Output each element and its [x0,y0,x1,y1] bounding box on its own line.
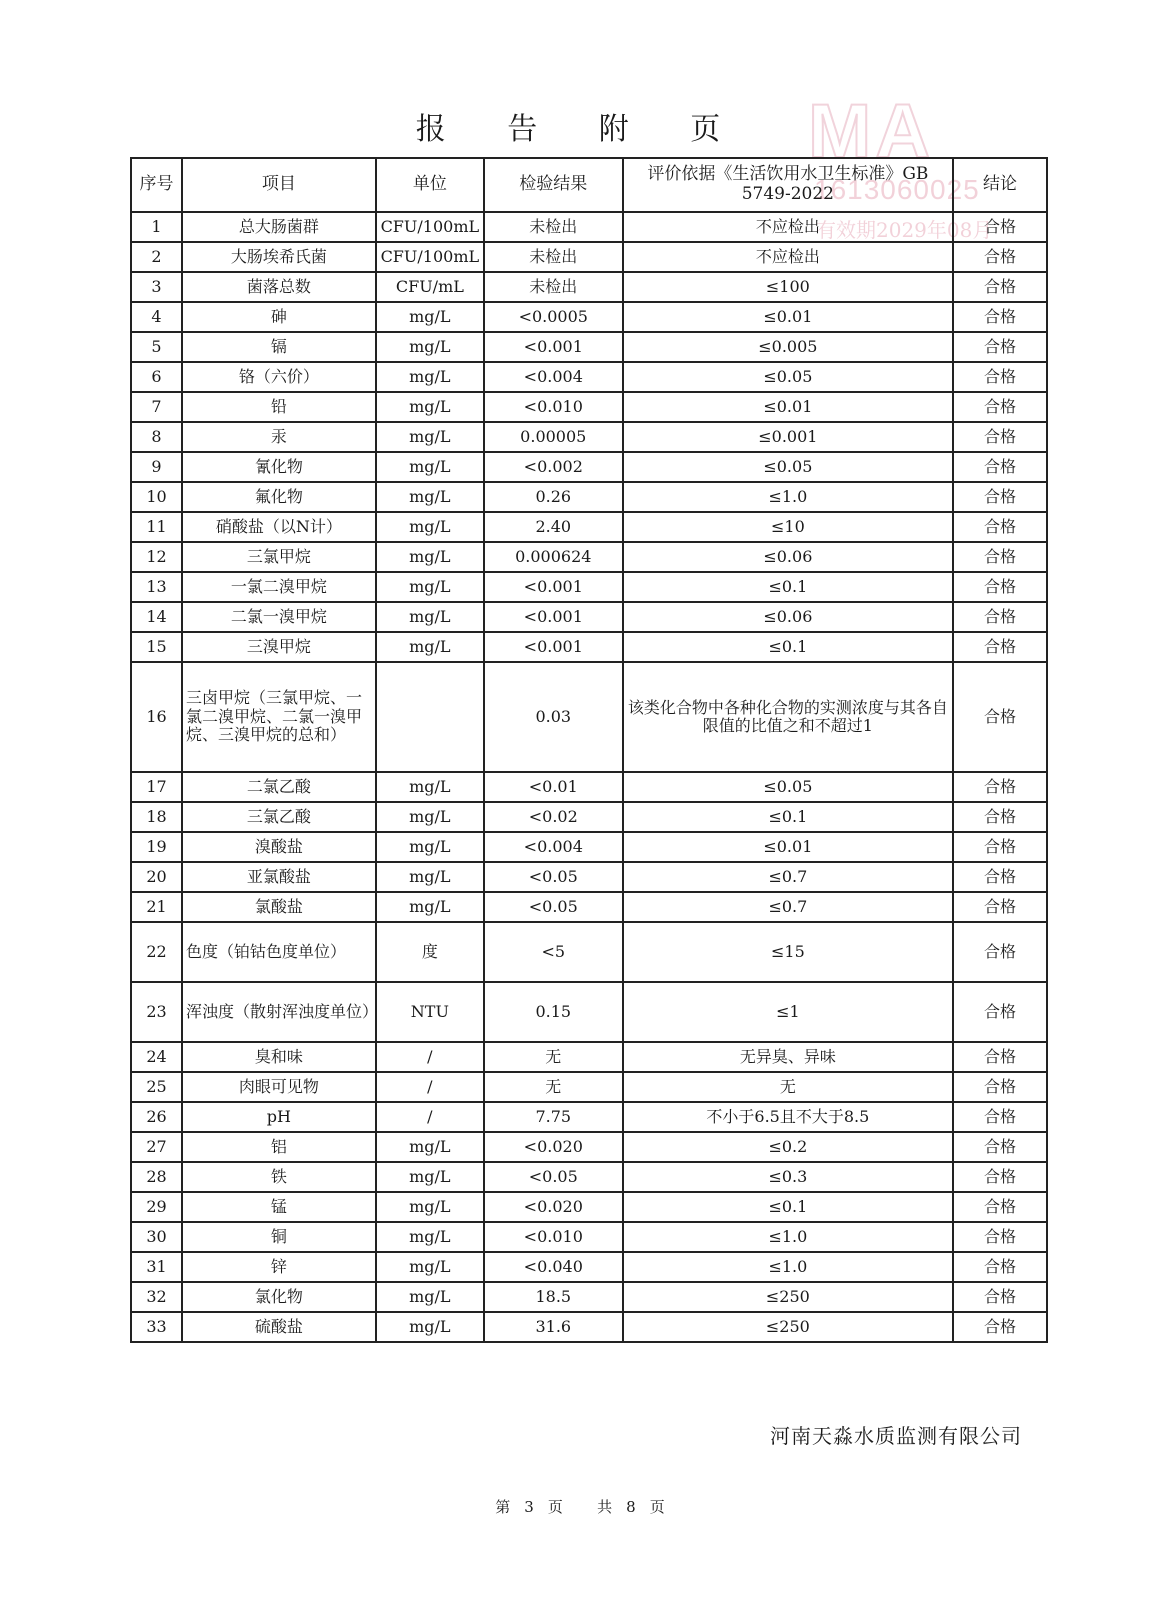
row-conclusion: 合格 [953,572,1047,602]
row-number: 29 [131,1192,182,1222]
row-number: 4 [131,302,182,332]
row-result: <0.05 [484,892,623,922]
row-result: <0.05 [484,862,623,892]
row-unit: mg/L [376,452,484,482]
header-item: 项目 [182,158,376,212]
row-result: <0.05 [484,1162,623,1192]
row-result: 0.26 [484,482,623,512]
row-result: <0.02 [484,802,623,832]
header-no: 序号 [131,158,182,212]
row-conclusion: 合格 [953,512,1047,542]
row-result: 无 [484,1042,623,1072]
row-number: 6 [131,362,182,392]
row-number: 17 [131,772,182,802]
row-limit: ≤0.1 [623,572,953,602]
row-conclusion: 合格 [953,332,1047,362]
row-unit: mg/L [376,862,484,892]
row-item: 色度（铂钴色度单位） [182,922,376,982]
table-row [131,272,1047,302]
row-result: <0.001 [484,602,623,632]
row-conclusion: 合格 [953,1162,1047,1192]
row-number: 7 [131,392,182,422]
row-result: <0.040 [484,1252,623,1282]
row-limit: ≤0.1 [623,802,953,832]
row-number: 28 [131,1162,182,1192]
table-row [131,1282,1047,1312]
table-row [131,922,1047,982]
row-item: 肉眼可见物 [182,1072,376,1102]
row-unit: mg/L [376,892,484,922]
row-limit: ≤0.01 [623,392,953,422]
row-number: 27 [131,1132,182,1162]
row-item: 铅 [182,392,376,422]
row-unit: mg/L [376,1192,484,1222]
row-unit [376,662,484,772]
table-row [131,602,1047,632]
row-unit: mg/L [376,602,484,632]
row-unit: CFU/100mL [376,242,484,272]
table-row [131,892,1047,922]
row-unit: 度 [376,922,484,982]
row-limit: 不应检出 [623,212,953,242]
row-number: 21 [131,892,182,922]
row-result: <0.002 [484,452,623,482]
row-result: <0.004 [484,362,623,392]
table-row [131,482,1047,512]
table-row [131,1102,1047,1132]
table-row [131,512,1047,542]
page-title: 报 告 附 页 [415,112,747,147]
row-result: 0.15 [484,982,623,1042]
header-unit: 单位 [376,158,484,212]
row-result: 2.40 [484,512,623,542]
table-row [131,212,1047,242]
table-row [131,392,1047,422]
row-item: 大肠埃希氏菌 [182,242,376,272]
table-header-row [131,158,1047,212]
row-unit: CFU/100mL [376,212,484,242]
row-item: 铝 [182,1132,376,1162]
row-conclusion: 合格 [953,212,1047,242]
row-limit: ≤0.7 [623,892,953,922]
table-body [131,212,1047,1342]
row-limit: 无异臭、异味 [623,1042,953,1072]
row-result: <0.001 [484,332,623,362]
row-item: 铜 [182,1222,376,1252]
row-result: 未检出 [484,212,623,242]
row-limit: ≤250 [623,1282,953,1312]
row-item: 硝酸盐（以N计） [182,512,376,542]
row-limit: ≤0.001 [623,422,953,452]
row-unit: mg/L [376,1222,484,1252]
row-conclusion: 合格 [953,362,1047,392]
row-number: 5 [131,332,182,362]
row-unit: / [376,1102,484,1132]
row-item: 浑浊度（散射浑浊度单位） [182,982,376,1042]
row-limit: 不小于6.5且不大于8.5 [623,1102,953,1132]
row-unit: mg/L [376,422,484,452]
table-row [131,862,1047,892]
row-limit: ≤1.0 [623,1252,953,1282]
row-item: 臭和味 [182,1042,376,1072]
row-limit: ≤0.05 [623,362,953,392]
row-limit: ≤0.01 [623,302,953,332]
row-number: 11 [131,512,182,542]
row-limit: ≤0.1 [623,1192,953,1222]
row-item: pH [182,1102,376,1132]
row-number: 18 [131,802,182,832]
row-conclusion: 合格 [953,862,1047,892]
row-item: 氟化物 [182,482,376,512]
row-result: <0.0005 [484,302,623,332]
row-number: 8 [131,422,182,452]
row-limit: ≤0.3 [623,1162,953,1192]
row-result: <0.010 [484,392,623,422]
row-conclusion: 合格 [953,1222,1047,1252]
row-unit: mg/L [376,332,484,362]
row-result: 0.03 [484,662,623,772]
total-unit: 页 [649,1498,667,1516]
row-item: 氰化物 [182,452,376,482]
row-conclusion: 合格 [953,422,1047,452]
row-limit: ≤0.05 [623,452,953,482]
row-limit: 不应检出 [623,242,953,272]
row-limit: ≤10 [623,512,953,542]
row-result: 18.5 [484,1282,623,1312]
row-number: 19 [131,832,182,862]
row-item: 铬（六价） [182,362,376,392]
row-result: <0.01 [484,772,623,802]
row-conclusion: 合格 [953,542,1047,572]
row-number: 32 [131,1282,182,1312]
row-limit: ≤1.0 [623,1222,953,1252]
header-result: 检验结果 [484,158,623,212]
seal-number: 1613060025 [814,174,980,205]
table-row [131,362,1047,392]
row-conclusion: 合格 [953,452,1047,482]
row-result: <5 [484,922,623,982]
row-unit: / [376,1042,484,1072]
row-conclusion: 合格 [953,1252,1047,1282]
row-number: 1 [131,212,182,242]
row-unit: mg/L [376,542,484,572]
row-conclusion: 合格 [953,392,1047,422]
table-row [131,242,1047,272]
row-unit: mg/L [376,302,484,332]
seal-validity: 有效期2029年08月 [816,218,993,242]
row-result: <0.001 [484,572,623,602]
row-conclusion: 合格 [953,482,1047,512]
table-row [131,1132,1047,1162]
row-item: 砷 [182,302,376,332]
row-limit: ≤0.005 [623,332,953,362]
row-result: 无 [484,1072,623,1102]
row-limit: 无 [623,1072,953,1102]
row-number: 10 [131,482,182,512]
row-result: 未检出 [484,242,623,272]
row-number: 15 [131,632,182,662]
row-unit: mg/L [376,1162,484,1192]
row-limit: ≤0.2 [623,1132,953,1162]
row-unit: mg/L [376,1282,484,1312]
row-conclusion: 合格 [953,1042,1047,1072]
row-item: 铁 [182,1162,376,1192]
row-number: 12 [131,542,182,572]
page-label: 第 [495,1498,513,1516]
row-conclusion: 合格 [953,1102,1047,1132]
row-number: 14 [131,602,182,632]
row-number: 24 [131,1042,182,1072]
row-item: 二氯一溴甲烷 [182,602,376,632]
table-row [131,452,1047,482]
table-row [131,632,1047,662]
table-row [131,302,1047,332]
table-row [131,772,1047,802]
row-limit: ≤0.7 [623,862,953,892]
row-number: 30 [131,1222,182,1252]
row-unit: mg/L [376,772,484,802]
row-unit: mg/L [376,1312,484,1342]
row-result: 0.00005 [484,422,623,452]
row-result: 0.000624 [484,542,623,572]
row-number: 31 [131,1252,182,1282]
row-limit: ≤0.06 [623,542,953,572]
row-number: 23 [131,982,182,1042]
results-table [130,157,1048,1343]
total-label: 共 [597,1498,615,1516]
table-row [131,542,1047,572]
page-unit: 页 [547,1498,565,1516]
row-item: 二氯乙酸 [182,772,376,802]
row-result: 7.75 [484,1102,623,1132]
table-row [131,662,1047,772]
row-conclusion: 合格 [953,982,1047,1042]
row-limit: ≤15 [623,922,953,982]
row-unit: / [376,1072,484,1102]
table-row [131,982,1047,1042]
row-unit: mg/L [376,832,484,862]
row-item: 三氯甲烷 [182,542,376,572]
row-item: 菌落总数 [182,272,376,302]
row-conclusion: 合格 [953,1312,1047,1342]
table-row [131,1192,1047,1222]
row-conclusion: 合格 [953,922,1047,982]
row-limit: ≤100 [623,272,953,302]
table-row [131,1252,1047,1282]
row-result: <0.004 [484,832,623,862]
company-name: 河南天淼水质监测有限公司 [770,1424,1022,1448]
row-unit: mg/L [376,632,484,662]
row-result: <0.010 [484,1222,623,1252]
row-unit: CFU/mL [376,272,484,302]
row-unit: mg/L [376,482,484,512]
row-number: 20 [131,862,182,892]
row-result: <0.001 [484,632,623,662]
row-number: 2 [131,242,182,272]
row-item: 总大肠菌群 [182,212,376,242]
row-item: 亚氯酸盐 [182,862,376,892]
row-number: 22 [131,922,182,982]
row-item: 氯化物 [182,1282,376,1312]
header-conclusion: 结论 [953,158,1047,212]
row-result: <0.020 [484,1192,623,1222]
header-criterion: 评价依据《生活饮用水卫生标准》GB 5749-2022 [623,158,953,212]
table-row [131,1072,1047,1102]
row-item: 溴酸盐 [182,832,376,862]
row-unit: NTU [376,982,484,1042]
table-row [131,1312,1047,1342]
row-conclusion: 合格 [953,272,1047,302]
row-item: 一氯二溴甲烷 [182,572,376,602]
row-limit: ≤1 [623,982,953,1042]
page-number: 3 [524,1498,536,1516]
row-result: 31.6 [484,1312,623,1342]
row-number: 26 [131,1102,182,1132]
row-limit: ≤0.05 [623,772,953,802]
row-item: 汞 [182,422,376,452]
row-result: 未检出 [484,272,623,302]
row-conclusion: 合格 [953,302,1047,332]
row-conclusion: 合格 [953,772,1047,802]
row-conclusion: 合格 [953,892,1047,922]
row-limit: ≤0.1 [623,632,953,662]
row-conclusion: 合格 [953,832,1047,862]
row-conclusion: 合格 [953,1192,1047,1222]
row-unit: mg/L [376,1132,484,1162]
row-limit: ≤1.0 [623,482,953,512]
row-item: 锰 [182,1192,376,1222]
table-row [131,1222,1047,1252]
table-row [131,1162,1047,1192]
row-unit: mg/L [376,512,484,542]
table-row [131,572,1047,602]
row-limit: ≤250 [623,1312,953,1342]
row-conclusion: 合格 [953,602,1047,632]
row-item: 三氯乙酸 [182,802,376,832]
row-conclusion: 合格 [953,1072,1047,1102]
row-unit: mg/L [376,362,484,392]
row-limit: 该类化合物中各种化合物的实测浓度与其各自限值的比值之和不超过1 [623,662,953,772]
row-conclusion: 合格 [953,662,1047,772]
row-conclusion: 合格 [953,632,1047,662]
row-number: 16 [131,662,182,772]
table-row [131,422,1047,452]
row-limit: ≤0.06 [623,602,953,632]
row-unit: mg/L [376,802,484,832]
row-unit: mg/L [376,392,484,422]
total-pages: 8 [626,1498,638,1516]
row-number: 25 [131,1072,182,1102]
row-item: 氯酸盐 [182,892,376,922]
row-unit: mg/L [376,1252,484,1282]
row-number: 9 [131,452,182,482]
row-conclusion: 合格 [953,1282,1047,1312]
row-number: 13 [131,572,182,602]
table-row [131,332,1047,362]
row-item: 三溴甲烷 [182,632,376,662]
row-item: 锌 [182,1252,376,1282]
seal-mark: MA [808,89,935,174]
table-row [131,1042,1047,1072]
row-conclusion: 合格 [953,242,1047,272]
row-number: 33 [131,1312,182,1342]
row-item: 镉 [182,332,376,362]
row-conclusion: 合格 [953,802,1047,832]
row-conclusion: 合格 [953,1132,1047,1162]
row-limit: ≤0.01 [623,832,953,862]
row-result: <0.020 [484,1132,623,1162]
page-footer [0,1496,1162,1517]
row-item: 硫酸盐 [182,1312,376,1342]
row-item: 三卤甲烷（三氯甲烷、一氯二溴甲烷、二氯一溴甲烷、三溴甲烷的总和） [182,662,376,772]
row-number: 3 [131,272,182,302]
row-unit: mg/L [376,572,484,602]
table-row [131,802,1047,832]
table-row [131,832,1047,862]
